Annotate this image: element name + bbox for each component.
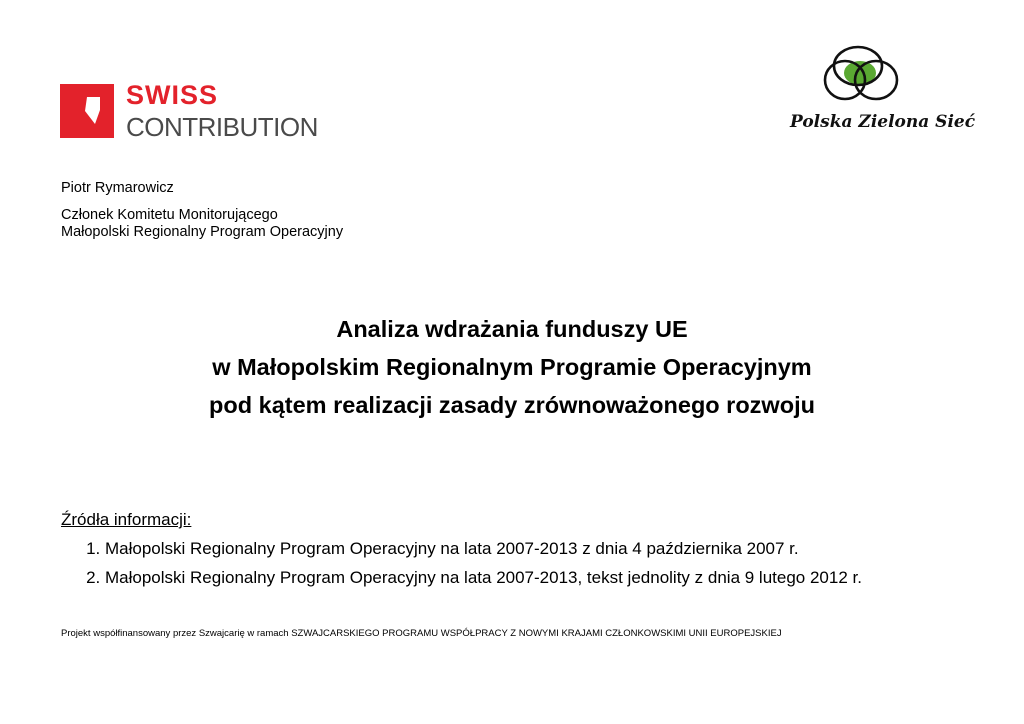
sources-section bbox=[61, 505, 862, 592]
author-role-line2: Małopolski Regionalny Program Operacyjny bbox=[61, 224, 344, 240]
swiss-logo-line1: SWISS bbox=[126, 80, 219, 110]
author-name: Piotr Rymarowicz bbox=[61, 180, 174, 196]
three-circles-logo-icon bbox=[786, 42, 946, 110]
polska-zielona-siec-logo bbox=[786, 42, 976, 146]
swiss-flag-fold-icon bbox=[60, 84, 114, 138]
title-line3: pod kątem realizacji zasady zrównoważonego rozwoju bbox=[209, 392, 815, 418]
author-block bbox=[61, 180, 343, 241]
swiss-flag-icon bbox=[60, 84, 114, 138]
footer-note: Projekt współfinansowany przez Szwajcarię w ramach SZWAJCARSKIEGO PROGRAMU WSPÓŁPRACY Z NOWYMI KRAJAMI CZŁONKOWSKIMI UNII EUROPEJSKIEJ bbox=[61, 628, 782, 639]
swiss-logo-line2: CONTRIBUTION bbox=[126, 112, 318, 142]
sources-heading: Źródła informacji: bbox=[61, 510, 192, 529]
swiss-contribution-logo bbox=[60, 80, 340, 144]
document-title bbox=[0, 310, 1024, 424]
list-item: 1. Małopolski Regionalny Program Operacyjny na lata 2007-2013 z dnia 4 października 2007 r. bbox=[105, 534, 862, 563]
polska-zielona-siec-wordmark: Polska Zielona Sieć bbox=[790, 112, 976, 132]
author-role-line1: Członek Komitetu Monitorującego bbox=[61, 207, 278, 223]
title-line1: Analiza wdrażania funduszy UE bbox=[336, 316, 688, 342]
title-line2: w Małopolskim Regionalnym Programie Operacyjnym bbox=[212, 354, 812, 380]
sources-list bbox=[61, 534, 862, 592]
list-item: 2. Małopolski Regionalny Program Operacyjny na lata 2007-2013, tekst jednolity z dnia 9 lutego 2012 r. bbox=[105, 563, 862, 592]
